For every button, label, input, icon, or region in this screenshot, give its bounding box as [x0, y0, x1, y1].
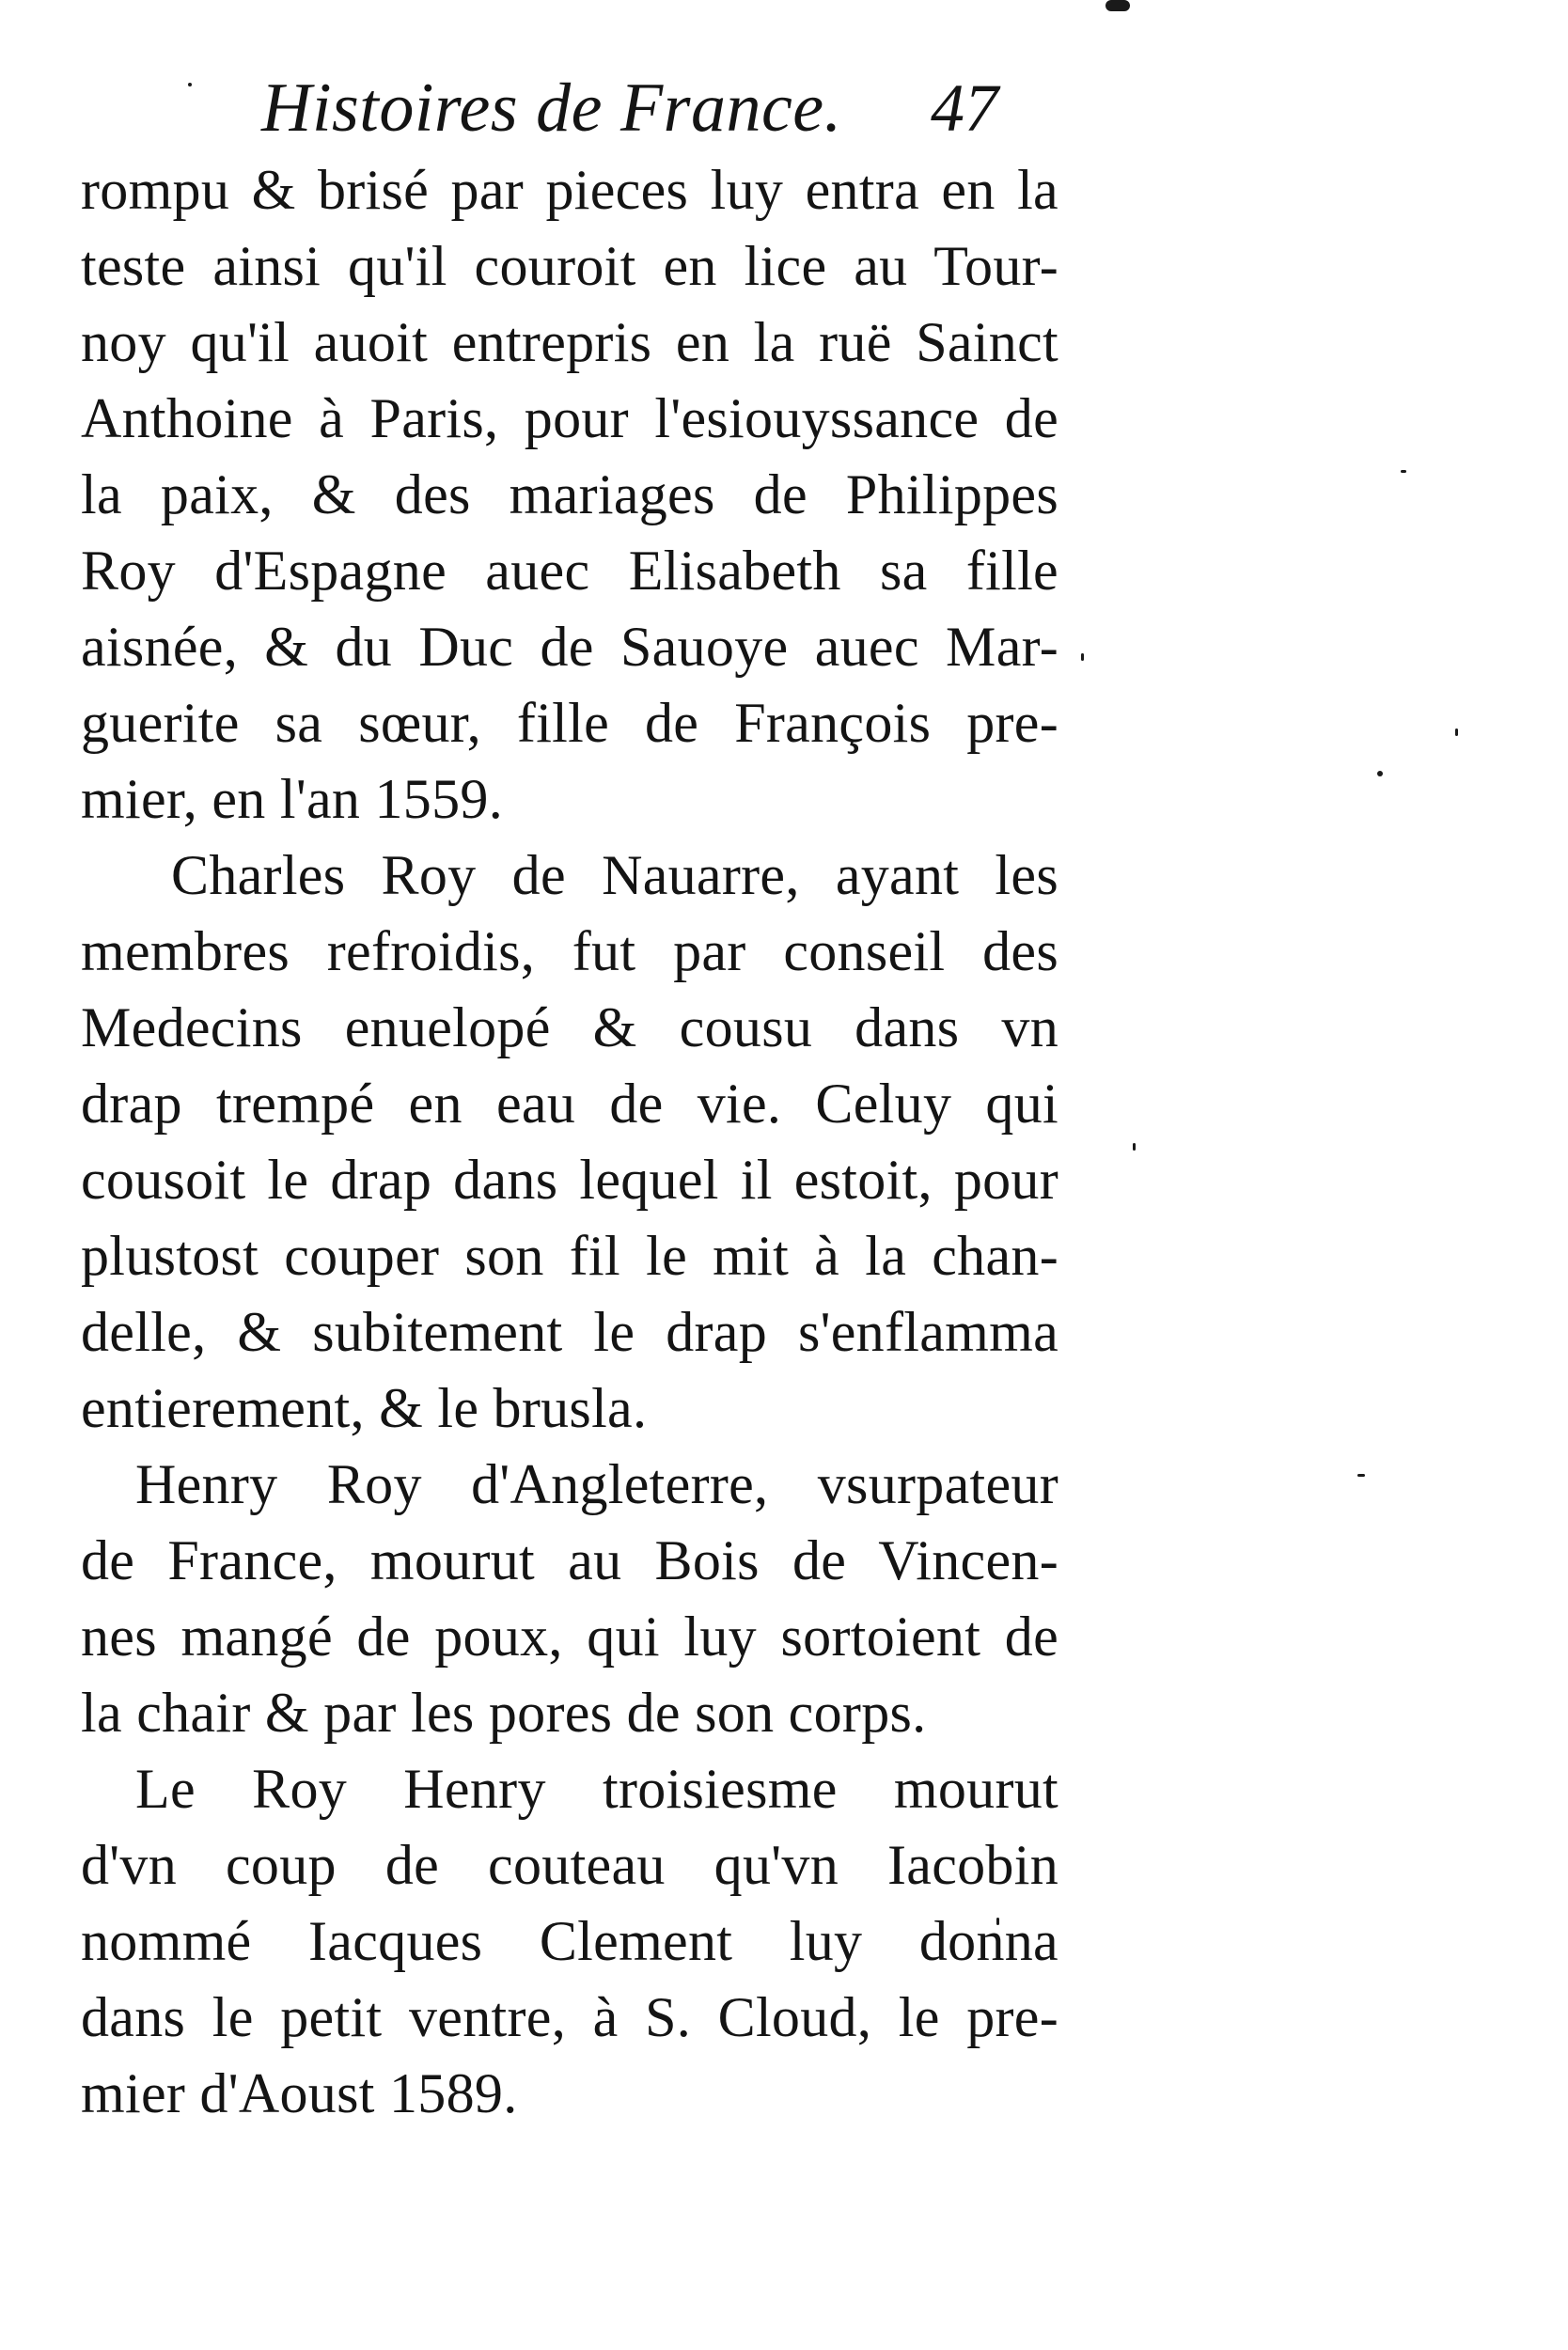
- text-line: delle, & subitement le drap s'enflamma: [81, 1301, 1058, 1363]
- text-line: nommé Iacques Clement luy donna: [81, 1910, 1058, 1972]
- text-line: noy qu'il auoit entrepris en la ruë Sainct: [81, 311, 1058, 373]
- text-line: mier d'Aoust 1589.: [81, 2062, 518, 2124]
- speck-mark: [1081, 653, 1084, 661]
- page-header: [0, 56, 1568, 160]
- page-number: 47: [931, 70, 998, 146]
- text-line: dans le petit ventre, à S. Cloud, le pre-: [81, 1986, 1058, 2048]
- text-line: rompu & brisé par pieces luy entra en la: [81, 159, 1058, 221]
- text-line: d'vn coup de couteau qu'vn Iacobin: [81, 1834, 1058, 1896]
- speck-mark: [1455, 728, 1458, 736]
- text-line: Roy d'Espagne auec Elisabeth sa fille: [81, 540, 1058, 602]
- text-line: aisnée, & du Duc de Sauoye auec Mar-: [81, 616, 1058, 678]
- text-line: membres refroidis, fut par conseil des: [81, 920, 1058, 982]
- text-line: guerite sa sœur, fille de François pre-: [81, 692, 1058, 754]
- text-line: la paix, & des mariages de Philippes: [81, 463, 1058, 525]
- text-line: Henry Roy d'Angleterre, vsurpateur: [135, 1453, 1058, 1515]
- text-line: teste ainsi qu'il couroit en lice au Tour-: [81, 235, 1058, 297]
- text-line: de France, mourut au Bois de Vincen-: [81, 1529, 1058, 1591]
- text-line: entierement, & le brusla.: [81, 1377, 648, 1439]
- text-line: Anthoine à Paris, pour l'esiouyssance de: [81, 387, 1058, 449]
- speck-mark: [1357, 1474, 1365, 1477]
- text-line: nes mangé de poux, qui luy sortoient de: [81, 1606, 1058, 1668]
- text-line: Medecins enuelopé & cousu dans vn: [81, 996, 1058, 1058]
- text-line: drap trempé en eau de vie. Celuy qui: [81, 1073, 1058, 1135]
- speck-mark: [1133, 1143, 1136, 1151]
- text-line: la chair & par les pores de son corps.: [81, 1682, 927, 1744]
- text-line: Charles Roy de Nauarre, ayant les: [171, 844, 1058, 906]
- text-line: plustost couper son fil le mit à la chan-: [81, 1225, 1058, 1287]
- text-line: cousoit le drap dans lequel il estoit, pour: [81, 1149, 1058, 1211]
- ink-blot-mark: [1105, 0, 1130, 11]
- speck-mark: [1401, 470, 1406, 473]
- text-line: Le Roy Henry troisiesme mourut: [135, 1758, 1058, 1820]
- running-title: Histoires de France.: [261, 70, 842, 147]
- body-text: [81, 152, 1058, 2132]
- speck-mark: [1377, 771, 1383, 776]
- text-line: mier, en l'an 1559.: [81, 768, 503, 830]
